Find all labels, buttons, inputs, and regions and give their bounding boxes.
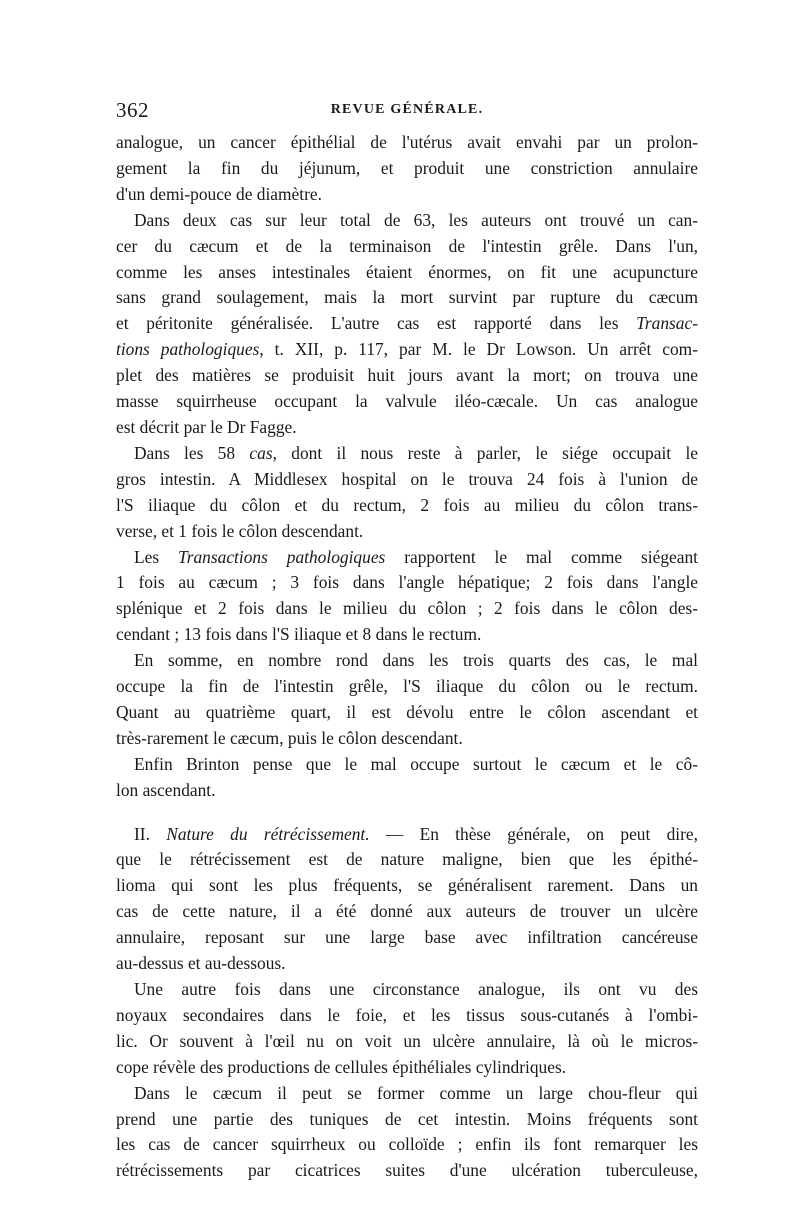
text-fragment: Les: [134, 546, 178, 567]
text-line: lioma qui sont les plus fréquents, se généralisent rarement. Dans un: [116, 875, 698, 896]
text-line: lic. Or souvent à l'œil nu on voit un ulcère annulaire, là où le micros-: [116, 1030, 698, 1051]
text-fragment: et péritonite généralisée. L'autre cas est rapporté dans les: [116, 313, 637, 334]
section-gap: [116, 804, 698, 822]
text-line: [116, 545, 698, 571]
text-line: Dans deux cas sur leur total de 63, les auteurs ont trouvé un can-: [134, 209, 698, 230]
text-line: Quant au quatrième quart, il est dévolu entre le côlon ascendant et: [116, 701, 698, 722]
text-line: annulaire, reposant sur une large base avec infiltration cancéreuse: [116, 927, 698, 948]
text-fragment: — En thèse générale, on peut dire,: [369, 823, 698, 844]
text-fragment: , t. XII, p. 117, par M. le Dr Lowson. Un arrêt com-: [259, 339, 698, 360]
page-number: 362: [116, 98, 149, 122]
text-line: splénique et 2 fois dans le milieu du côlon ; 2 fois dans le côlon des-: [116, 598, 698, 619]
italic-word: cas: [249, 442, 273, 463]
body-text: [116, 130, 698, 1184]
text-line: analogue, un cancer épithélial de l'utérus avait envahi par un prolon-: [116, 132, 698, 152]
italic-citation: Transactions pathologiques: [178, 546, 386, 567]
italic-citation: Transac-: [636, 313, 698, 334]
page-header: [116, 98, 698, 124]
section-title: Nature du rétrécissement.: [166, 823, 370, 844]
section-heading-line: [116, 822, 698, 848]
text-line: cas de cette nature, il a été donné aux auteurs de trouver un ulcère: [116, 901, 698, 922]
text-line: occupe la fin de l'intestin grêle, l'S iliaque du côlon ou le rectum.: [116, 676, 698, 697]
text-line: [116, 311, 698, 337]
text-fragment: , dont il nous reste à parler, le siége occupait le: [272, 442, 698, 463]
text-line: rétrécissements par cicatrices suites d'une ulcération tuberculeuse,: [116, 1160, 698, 1181]
text-line: Enfin Brinton pense que le mal occupe surtout le cæcum et le cô-: [134, 753, 698, 774]
text-line: masse squirrheuse occupant la valvule iléo-cæcale. Un cas analogue: [116, 391, 698, 412]
text-line: sans grand soulagement, mais la mort survint par rupture du cæcum: [116, 287, 698, 308]
text-line: noyaux secondaires dans le foie, et les tissus sous-cutanés à l'ombi-: [116, 1004, 698, 1025]
text-line: [116, 337, 698, 363]
section-number: II.: [134, 823, 167, 844]
text-line: cope révèle des productions de cellules épithéliales cylindriques.: [116, 1056, 567, 1077]
italic-citation: tions pathologiques: [116, 339, 260, 360]
text-line: très-rarement le cæcum, puis le côlon descendant.: [116, 727, 463, 748]
text-line: est décrit par le Dr Fagge.: [116, 416, 297, 437]
text-line: prend une partie des tuniques de cet intestin. Moins fréquents sont: [116, 1108, 698, 1129]
text-line: que le rétrécissement est de nature maligne, bien que les épithé-: [116, 849, 698, 870]
text-line: les cas de cancer squirrheux ou colloïde ; enfin ils font remarquer les: [116, 1134, 698, 1155]
text-line: Dans le cæcum il peut se former comme un large chou-fleur qui: [134, 1082, 698, 1103]
text-line: 1 fois au cæcum ; 3 fois dans l'angle hépatique; 2 fois dans l'angle: [116, 572, 698, 593]
text-fragment: rapportent le mal comme siégeant: [385, 546, 698, 567]
running-title: REVUE GÉNÉRALE.: [330, 102, 484, 117]
text-line: cer du cæcum et de la terminaison de l'intestin grêle. Dans l'un,: [116, 235, 698, 256]
text-line: cendant ; 13 fois dans l'S iliaque et 8 dans le rectum.: [116, 624, 482, 645]
text-line: lon ascendant.: [116, 779, 216, 800]
text-line: [116, 441, 698, 467]
text-line: plet des matières se produisit huit jours avant la mort; on trouva une: [116, 365, 698, 386]
text-fragment: Dans les 58: [134, 442, 250, 463]
text-line: au-dessus et au-dessous.: [116, 953, 286, 974]
text-line: l'S iliaque du côlon et du rectum, 2 fois au milieu du côlon trans-: [116, 494, 698, 515]
text-line: En somme, en nombre rond dans les trois quarts des cas, le mal: [134, 650, 698, 671]
text-line: gros intestin. A Middlesex hospital on le trouva 24 fois à l'union de: [116, 468, 698, 489]
text-line: comme les anses intestinales étaient énormes, on fit une acupuncture: [116, 261, 698, 282]
text-line: verse, et 1 fois le côlon descendant.: [116, 520, 364, 541]
text-line: d'un demi-pouce de diamètre.: [116, 183, 322, 204]
text-line: gement la fin du jéjunum, et produit une constriction annulaire: [116, 157, 698, 178]
text-line: Une autre fois dans une circonstance analogue, ils ont vu des: [134, 979, 698, 999]
